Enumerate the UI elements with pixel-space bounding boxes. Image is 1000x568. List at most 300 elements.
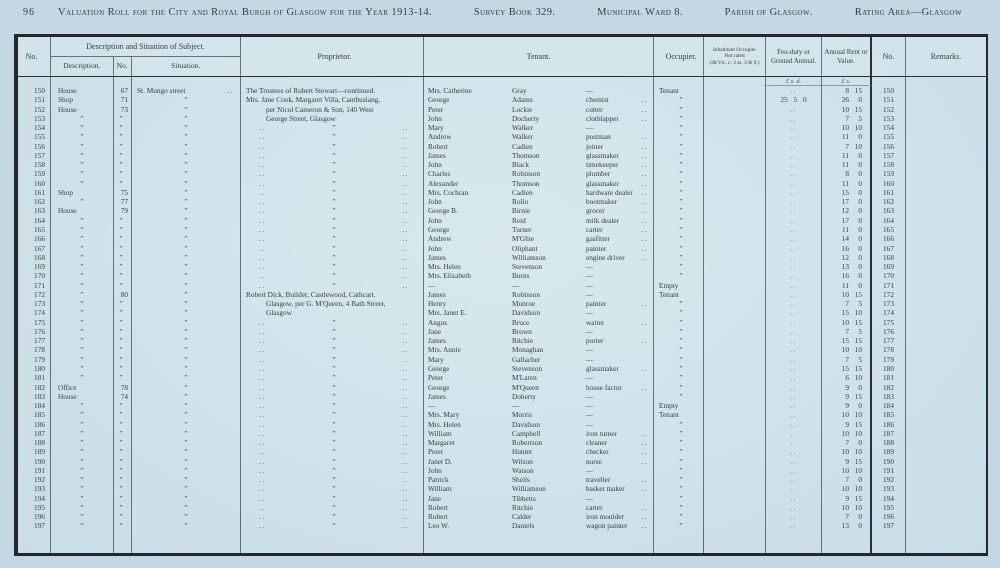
cell-proprietor: Mrs. Jane Cook, Margaret Villa, Cambuslang, [241,95,424,104]
cell-annual-rent [822,216,872,225]
cell-inhabitant-occupier [704,420,766,429]
tenant-surname: Reid [512,215,526,225]
header-no-repeat: No. [872,37,906,76]
cell-tenant: George Stevenson glassmaker .. [424,364,654,373]
cell-annual-rent [822,142,872,151]
rent-shillings: 0 [858,243,862,253]
cell-entry-number: 160 [18,179,51,188]
tenant-occupation: carter [586,502,603,512]
cell-feu-duty: .. [766,364,822,373]
rent-pounds: 13 [841,262,849,272]
tenant-first-name: John [428,215,442,225]
cell-proprietor: .. ” .. [241,420,424,429]
cell-inhabitant-occupier [704,86,766,95]
table-row [18,114,986,123]
cell-annual-rent [822,512,872,521]
tenant-surname: Davidson [512,308,540,318]
tenant-first-name: George [428,382,450,392]
cell-occupier: ” [654,373,704,382]
rent-shillings: 10 [854,308,862,318]
cell-annual-rent [822,345,872,354]
cell-description: ” [51,179,114,188]
cell-feu-duty: .. [766,253,822,262]
cell-remarks [906,429,986,438]
tenant-surname: Gallacher [512,354,541,364]
tenant-first-name: William [428,484,452,494]
cell-occupier: ” [654,503,704,512]
cell-remarks [906,188,986,197]
cell-tenant: Robert Ritchie carter .. [424,503,654,512]
cell-tenant: John Black timekeeper .. [424,160,654,169]
cell-situation: ” [132,225,241,234]
rent-pounds: 17 [841,197,849,207]
cell-remarks [906,457,986,466]
cell-number-repeat: 173 [872,299,906,308]
cell-proprietor: .. ” .. [241,327,424,336]
cell-feu-duty: .. [766,114,822,123]
tenant-surname: Hunter [512,447,533,457]
tenant-surname: Sheils [512,475,530,485]
cell-proprietor: .. ” .. [241,503,424,512]
cell-situation: ” [132,114,241,123]
header-group-title: Description and Situation of Subject. [51,37,240,57]
cell-number-repeat: 197 [872,521,906,530]
tenant-surname: Bruce [512,317,530,327]
cell-occupier: ” [654,151,704,160]
cell-inhabitant-occupier [704,206,766,215]
rent-pounds: 10 [841,465,849,475]
cell-street-number: ” [114,521,132,530]
cell-tenant [424,262,654,271]
tenant-occupation: house factor [586,382,622,392]
cell-tenant: Andrew Walker postman .. [424,132,654,141]
rent-shillings: 10 [854,484,862,494]
rent-shillings: 15 [854,456,862,466]
rent-shillings: 0 [858,252,862,262]
cell-feu-duty: .. [766,206,822,215]
cell-description: ” [51,281,114,290]
rent-shillings: 0 [858,521,862,531]
cell-proprietor: .. ” .. [241,494,424,503]
tenant-surname: Burns [512,271,530,281]
cell-tenant: James Ritchie porter .. [424,336,654,345]
cell-street-number: ” [114,503,132,512]
cell-street-number: ” [114,234,132,243]
tenant-surname: Thomson [512,178,540,188]
cell-entry-number: 165 [18,225,51,234]
cell-occupier: ” [654,142,704,151]
rent-shillings: 15 [854,104,862,114]
rent-pounds: 11 [841,150,849,160]
cell-occupier: ” [654,188,704,197]
cell-inhabitant-occupier [704,299,766,308]
cell-number-repeat: 168 [872,253,906,262]
title-main: Valuation Roll for the City and Royal Burgh of Glasgow for the Year 1913-14. [58,7,433,18]
cell-description: ” [51,299,114,308]
cell-description: Shop [51,95,114,104]
cell-inhabitant-occupier [704,521,766,530]
units-row [18,77,986,86]
cell-inhabitant-occupier [704,132,766,141]
cell-inhabitant-occupier [704,225,766,234]
cell-proprietor: .. ” .. [241,132,424,141]
cell-inhabitant-occupier [704,429,766,438]
table-row [18,410,986,419]
tenant-occupation: carter [586,224,603,234]
rent-shillings: 0 [858,187,862,197]
cell-occupier: ” [654,392,704,401]
cell-inhabitant-occupier [704,484,766,493]
cell-feu-duty: .. [766,345,822,354]
cell-occupier: ” [654,336,704,345]
cell-inhabitant-occupier [704,457,766,466]
table-row [18,179,986,188]
cell-occupier: ” [654,429,704,438]
header-description: Description. [51,57,114,76]
title-survey-book: Survey Book 329. [473,7,556,18]
cell-number-repeat: 189 [872,447,906,456]
cell-inhabitant-occupier [704,290,766,299]
cell-tenant: James Williamson engine driver .. [424,253,654,262]
cell-situation: ” [132,179,241,188]
cell-occupier: ” [654,355,704,364]
cell-entry-number: 155 [18,132,51,141]
cell-situation: ” [132,327,241,336]
cell-tenant: Mrs. Cochran Cadien hardware dealer .. [424,188,654,197]
cell-remarks [906,438,986,447]
rent-shillings: 0 [858,438,862,448]
cell-situation: ” [132,244,241,253]
rent-pounds: 9 [845,419,849,429]
cell-proprietor: .. ” .. [241,383,424,392]
filler-cell [114,531,132,553]
header-occupier: Occupier. [654,37,704,76]
cell-tenant: Henry Munroe painter .. [424,299,654,308]
tenant-occupation: clothlapper [586,113,619,123]
cell-description: ” [51,466,114,475]
cell-proprietor: .. ” .. [241,336,424,345]
rent-shillings: 15 [854,86,862,95]
tenant-first-name: Alexander [428,178,459,188]
cell-proprietor: Robert Dick, Builder, Castlewood, Cathcart. [241,290,424,299]
rent-shillings: 0 [858,132,862,142]
cell-remarks [906,271,986,280]
tenant-occupation: glassmaker [586,363,619,373]
cell-situation: ” [132,290,241,299]
cell-description: ” [51,151,114,160]
tenant-occupation: iron moulder [586,512,624,522]
cell-feu-duty: .. [766,132,822,141]
tenant-first-name: Peter [428,447,443,457]
tenant-occupation: — [586,262,594,272]
cell-annual-rent [822,197,872,206]
cell-proprietor: .. ” .. [241,262,424,271]
cell-entry-number: 162 [18,197,51,206]
tenant-first-name: Margaret [428,438,455,448]
rent-pounds: 7 [845,438,849,448]
header-proprietor: Proprietor. [241,37,424,76]
rent-pounds: 16 [841,271,849,281]
rent-pounds: 15 [841,187,849,197]
cell-street-number: ” [114,225,132,234]
tenant-first-name: Mary [428,354,444,364]
cell-proprietor: .. ” .. [241,447,424,456]
cell-situation: ” [132,420,241,429]
cell-inhabitant-occupier [704,114,766,123]
cell-situation: ” [132,345,241,354]
tenant-surname: Doherty [512,391,536,401]
table-row [18,336,986,345]
rent-pounds: 14 [841,234,849,244]
cell-proprietor: .. ” .. [241,151,424,160]
cell-annual-rent [822,299,872,308]
cell-remarks [906,142,986,151]
cell-annual-rent [822,494,872,503]
cell-tenant: William Williamson basket maker .. [424,484,654,493]
cell-tenant: Charles Robinson plumber .. [424,169,654,178]
cell-description: ” [51,336,114,345]
cell-situation: ” [132,308,241,317]
rent-shillings: 5 [858,354,862,364]
rent-pounds: 9 [845,391,849,401]
cell-entry-number: 173 [18,299,51,308]
cell-tenant [424,401,654,410]
rent-shillings: 15 [854,419,862,429]
tenant-surname: Campbell [512,428,541,438]
cell-remarks [906,151,986,160]
cell-remarks [906,262,986,271]
cell-entry-number: 182 [18,383,51,392]
tenant-first-name: James [428,336,446,346]
tenant-surname: Rollo [512,197,529,207]
rent-shillings: 10 [854,428,862,438]
tenant-surname: Lockie [512,104,533,114]
rent-pounds: 7 [845,512,849,522]
cell-feu-duty: .. [766,179,822,188]
cell-remarks [906,308,986,317]
cell-remarks [906,420,986,429]
tenant-first-name: Mrs. Catherine [428,86,472,95]
cell-remarks [906,234,986,243]
cell-description: House [51,392,114,401]
rent-shillings: 10 [854,447,862,457]
table-body [18,86,986,553]
cell-remarks [906,355,986,364]
cell-proprietor: George Street, Glasgow [241,114,424,123]
cell-street-number: ” [114,299,132,308]
cell-occupier: ” [654,225,704,234]
tenant-occupation: — [586,410,594,420]
cell-entry-number: 195 [18,503,51,512]
rent-pounds: 11 [841,132,849,142]
tenant-first-name: George B. [428,206,458,216]
cell-remarks [906,318,986,327]
cell-feu-duty: .. [766,373,822,382]
cell-annual-rent [822,132,872,141]
tenant-occupation: painter [586,299,607,309]
cell-situation: ” [132,373,241,382]
cell-description: ” [51,308,114,317]
rent-shillings: 5 [858,326,862,336]
cell-proprietor: .. ” .. [241,281,424,290]
cell-remarks [906,336,986,345]
rent-shillings: 10 [854,345,862,355]
cell-description: House [51,206,114,215]
cell-street-number: ” [114,318,132,327]
tenant-occupation: waiter [586,317,605,327]
tenant-occupation: joiner [586,141,604,151]
table-row [18,86,986,95]
cell-entry-number: 158 [18,160,51,169]
cell-tenant: Leo W. Daniels wagon painter .. [424,521,654,530]
cell-remarks [906,95,986,104]
cell-entry-number: 191 [18,466,51,475]
cell-occupier: ” [654,234,704,243]
tenant-surname: Walker [512,132,533,142]
rent-pounds: 13 [841,521,849,531]
cell-number-repeat: 195 [872,503,906,512]
cell-feu-duty: .. [766,290,822,299]
tenant-first-name: Mary [428,123,444,133]
rent-shillings: 10 [854,123,862,133]
cell-entry-number: 178 [18,345,51,354]
cell-description: ” [51,429,114,438]
rent-pounds: 17 [841,215,849,225]
cell-proprietor: .. ” .. [241,364,424,373]
table-row [18,160,986,169]
cell-feu-duty: .. [766,494,822,503]
tenant-surname: — [512,280,520,290]
rent-shillings: 0 [858,475,862,485]
cell-feu-duty: .. [766,447,822,456]
cell-proprietor: .. ” .. [241,355,424,364]
tenant-occupation: glassmaker [586,150,619,160]
cell-entry-number: 164 [18,216,51,225]
tenant-occupation: basket maker [586,484,625,494]
rent-shillings: 0 [858,512,862,522]
cell-number-repeat: 156 [872,142,906,151]
cell-street-number: ” [114,132,132,141]
header-description-situation-group [51,37,241,76]
cell-remarks [906,160,986,169]
cell-occupier: ” [654,318,704,327]
table-row [18,447,986,456]
rent-pounds: 11 [841,224,849,234]
cell-description: ” [51,271,114,280]
tenant-occupation: — [586,401,594,411]
cell-occupier: ” [654,327,704,336]
cell-street-number: ” [114,169,132,178]
cell-entry-number: 157 [18,151,51,160]
cell-number-repeat: 162 [872,197,906,206]
table-row [18,197,986,206]
tenant-first-name: George [428,224,450,234]
cell-description: Shop [51,188,114,197]
cell-inhabitant-occupier [704,244,766,253]
cell-entry-number: 190 [18,457,51,466]
tenant-surname: Walker [512,123,533,133]
tenant-occupation: cleaner [586,438,608,448]
cell-feu-duty: .. [766,420,822,429]
cell-proprietor: .. ” .. [241,512,424,521]
cell-proprietor: .. ” .. [241,466,424,475]
cell-inhabitant-occupier [704,438,766,447]
rent-shillings: 15 [854,493,862,503]
cell-situation: ” [132,299,241,308]
cell-number-repeat: 171 [872,281,906,290]
cell-remarks [906,299,986,308]
cell-annual-rent [822,401,872,410]
table-row [18,95,986,104]
page-number: 96 [23,7,35,18]
cell-remarks [906,216,986,225]
cell-proprietor: .. ” .. [241,457,424,466]
cell-feu-duty: .. [766,160,822,169]
cell-inhabitant-occupier [704,253,766,262]
cell-street-number: ” [114,216,132,225]
cell-situation: ” [132,512,241,521]
header-street-no: No. [114,57,132,76]
rent-shillings: 0 [858,401,862,411]
cell-entry-number: 188 [18,438,51,447]
cell-street-number: ” [114,364,132,373]
rent-pounds: 9 [845,401,849,411]
table-row [18,318,986,327]
cell-description: ” [51,420,114,429]
rent-pounds: 10 [841,428,849,438]
cell-annual-rent [822,95,872,104]
cell-street-number: 67 [114,86,132,95]
cell-occupier: ” [654,383,704,392]
cell-street-number: 71 [114,95,132,104]
cell-occupier: ” [654,475,704,484]
tenant-first-name: Mrs. Annie [428,345,461,355]
cell-entry-number: 166 [18,234,51,243]
rent-shillings: 0 [858,271,862,281]
cell-entry-number: 150 [18,86,51,95]
cell-feu-duty: .. [766,410,822,419]
cell-description: ” [51,262,114,271]
cell-remarks [906,484,986,493]
rent-pounds: 15 [841,308,849,318]
cell-situation: ” [132,253,241,262]
cell-feu-duty: 25 5 0 [766,95,822,104]
header-feu-duty: Feu-duty or Ground Annual. [766,37,822,76]
cell-situation: ” [132,142,241,151]
table-row [18,429,986,438]
cell-number-repeat: 190 [872,457,906,466]
cell-tenant [424,123,654,132]
cell-feu-duty: .. [766,151,822,160]
cell-remarks [906,114,986,123]
cell-description: ” [51,373,114,382]
cell-occupier: ” [654,160,704,169]
tenant-first-name: John [428,465,442,475]
cell-description: Office [51,383,114,392]
cell-inhabitant-occupier [704,475,766,484]
cell-remarks [906,447,986,456]
header-tenant: Tenant. [424,37,654,76]
cell-occupier: ” [654,262,704,271]
cell-tenant [424,86,654,95]
cell-number-repeat: 157 [872,151,906,160]
cell-entry-number: 189 [18,447,51,456]
cell-annual-rent [822,169,872,178]
cell-annual-rent [822,447,872,456]
rent-shillings: 0 [858,206,862,216]
tenant-surname: Gray [512,86,527,95]
tenant-occupation: postman [586,132,611,142]
